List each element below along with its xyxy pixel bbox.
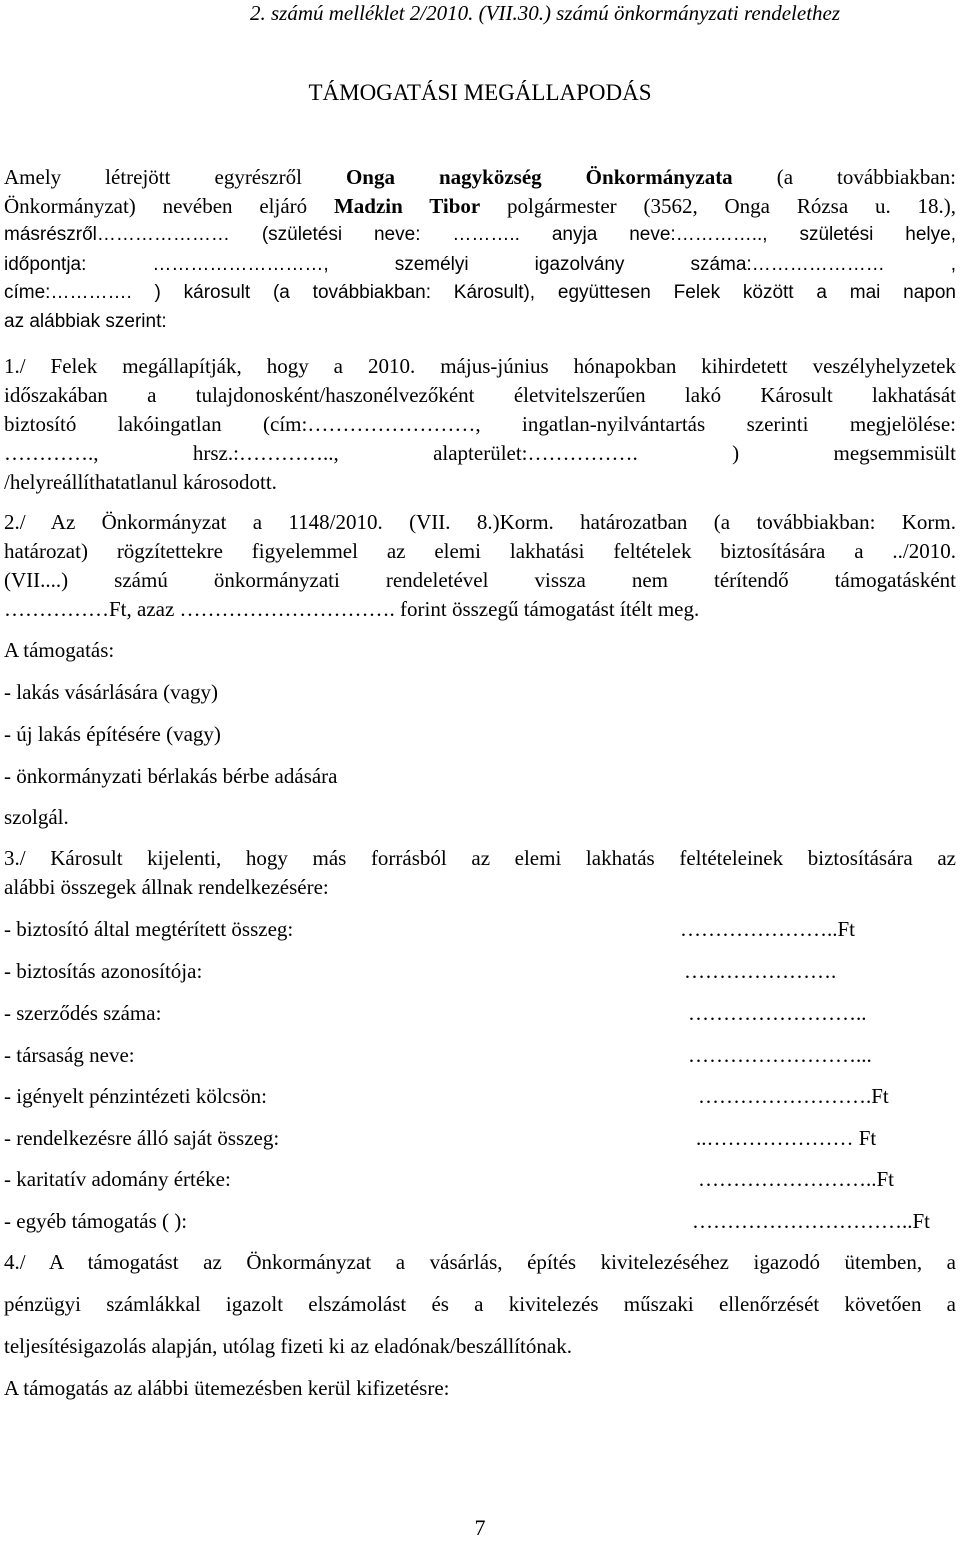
intro-line-4: időpontja: ………………………, személyi igazolvány száma:………………… , [4, 254, 956, 275]
resource-row [4, 1000, 956, 1026]
p1-line-3: biztosító lakóingatlan (cím:……………………, ingatlan-nyilvántartás szerinti megjelölése: [4, 412, 956, 436]
p2-line-4: ……………Ft, azaz …………………………. forint összegű támogatást ítélt meg. [4, 597, 700, 621]
resource-row [4, 1166, 956, 1192]
resource-value: …………………..Ft [680, 917, 856, 941]
intro-line-5: címe:…………. ) károsult (a továbbiakban: Károsult), együttesen Felek között a mai napon [4, 282, 956, 303]
resource-row [4, 916, 956, 942]
resource-value: …………………………..Ft [692, 1209, 931, 1233]
support-intro: A támogatás: [4, 638, 115, 662]
p1-line-1: 1./ Felek megállapítják, hogy a 2010. május-június hónapokban kihirdetett veszélyhelyzetek [4, 354, 956, 378]
intro-line-6: az alábbiak szerint: [4, 311, 167, 332]
resource-label: - biztosító által megtérített összeg: [4, 917, 294, 941]
page-number: 7 [474, 1515, 486, 1540]
resource-value: …………………. [684, 959, 837, 983]
resource-value: …………………….. [688, 1001, 867, 1025]
p2-line-2: határozat) rögzítettekre figyelemmel az elemi lakhatási feltételek biztosítására a ../2010. [4, 539, 956, 563]
resource-value: ……………………... [688, 1043, 872, 1067]
resource-row [4, 1042, 956, 1068]
resource-label: - társaság neve: [4, 1043, 135, 1067]
p4-line-2: pénzügyi számlákkal igazolt elszámolást és a kivitelezés műszaki ellenőrzését követően a [4, 1292, 956, 1316]
intro-line-2: Önkormányzat) nevében eljáró Madzin Tibor polgármester (3562, Onga Rózsa u. 18.), [4, 194, 956, 218]
annex-header: 2. számú melléklet 2/2010. (VII.30.) számú önkormányzati rendelethez [250, 1, 841, 25]
support-item: - önkormányzati bérlakás bérbe adására [4, 764, 338, 788]
resource-label: - igényelt pénzintézeti kölcsön: [4, 1084, 267, 1108]
resource-value: ..………………… Ft [696, 1126, 877, 1150]
resource-row [4, 1083, 956, 1109]
support-item: - új lakás építésére (vagy) [4, 722, 221, 746]
resource-value: ……………………..Ft [698, 1167, 895, 1191]
resource-row [4, 1208, 956, 1234]
resource-row [4, 1125, 956, 1151]
resource-row [4, 958, 956, 984]
p3-line-1: 3./ Károsult kijelenti, hogy más forrásból az elemi lakhatás feltételeinek biztosítására az [4, 846, 956, 870]
p1-line-2: időszakában a tulajdonosként/haszonélvezőként életvitelszerűen lakó Károsult lakhatását [4, 383, 956, 407]
resource-label: - rendelkezésre álló saját összeg: [4, 1126, 280, 1150]
p1-line-5: /helyreállíthatatlanul károsodott. [4, 470, 277, 494]
mayor-name: Madzin Tibor [333, 194, 481, 218]
p1-line-4: …………., hrsz.:………….., alapterület:……………. ) megsemmisült [4, 441, 956, 465]
p2-line-1: 2./ Az Önkormányzat a 1148/2010. (VII. 8.)Korm. határozatban (a továbbiakban: Korm. [4, 510, 956, 534]
intro-line-3: másrészről………………… (születési neve: ……….. anyja neve:………….., születési helye, [4, 224, 956, 245]
resource-value: …………………….Ft [698, 1084, 889, 1108]
resource-label: - szerződés száma: [4, 1001, 162, 1025]
intro-line-1: Amely létrejött egyrészről Onga nagyközség Önkormányzata (a továbbiakban: [4, 165, 956, 189]
resource-label: - karitatív adomány értéke: [4, 1167, 231, 1191]
p4-line-1: 4./ A támogatást az Önkormányzat a vásárlás, építés kivitelezéséhez igazodó ütemben, a [4, 1250, 956, 1274]
document-title: TÁMOGATÁSI MEGÁLLAPODÁS [308, 80, 652, 105]
municipality-name: Onga nagyközség Önkormányzata [345, 165, 733, 189]
resource-label: - egyéb támogatás ( ): [4, 1209, 188, 1233]
p2-line-3: (VII....) számú önkormányzati rendeletével vissza nem térítendő támogatásként [4, 568, 956, 592]
p4-line-4: A támogatás az alábbi ütemezésben kerül kifizetésre: [4, 1376, 450, 1400]
p3-line-2: alábbi összegek állnak rendelkezésére: [4, 875, 329, 899]
p4-line-3: teljesítésigazolás alapján, utólag fizeti ki az eladónak/beszállítónak. [4, 1334, 572, 1358]
serves-text: szolgál. [4, 805, 69, 829]
resource-label: - biztosítás azonosítója: [4, 959, 203, 983]
support-item: - lakás vásárlására (vagy) [4, 680, 218, 704]
